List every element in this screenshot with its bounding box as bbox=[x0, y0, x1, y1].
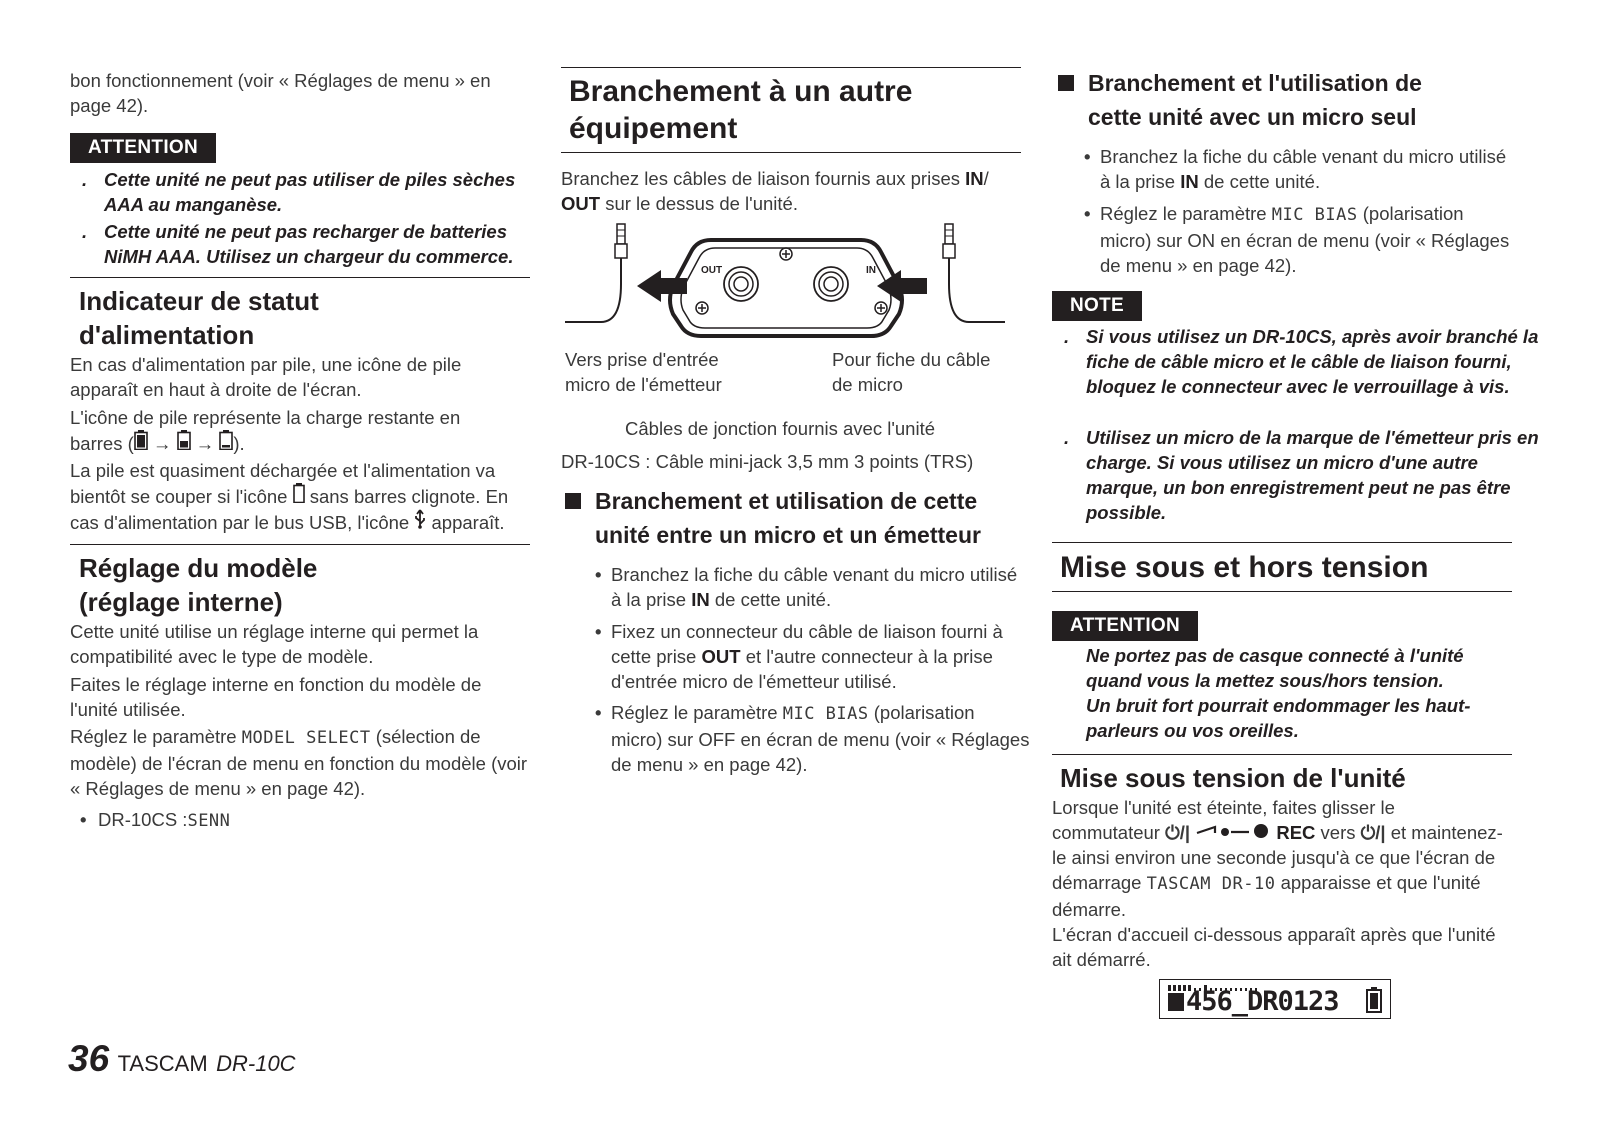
power-status-heading: Indicateur de statut d'alimentation bbox=[79, 286, 319, 350]
battery-full-icon bbox=[134, 433, 148, 454]
section-divider bbox=[561, 67, 1021, 68]
section-divider bbox=[1052, 542, 1512, 543]
cable-model-caption: DR-10CS : Câble mini-jack 3,5 mm 3 points (TRS) bbox=[561, 451, 974, 472]
note-item: . Utilisez un micro de la marque de l'émetteur pris en charge. Si vous utilisez un micro d'une autre marque, un bon enregistrement peut ne pas être possible. bbox=[1064, 427, 1539, 523]
arrow-right-icon: → bbox=[195, 433, 215, 454]
battery-empty-icon bbox=[293, 486, 305, 507]
intro-paragraph: bon fonctionnement (voir « Réglages de menu » en page 42). bbox=[70, 70, 491, 116]
footer-brand: TASCAM bbox=[117, 1051, 208, 1076]
page-footer bbox=[68, 1038, 296, 1080]
power-on-heading: Mise sous tension de l'unité bbox=[1060, 763, 1406, 793]
list-item: • Branchez la fiche du câble venant du micro utilisé à la prise IN de cette unité. bbox=[595, 564, 1018, 610]
switch-icon bbox=[1195, 822, 1271, 843]
battery-half-icon bbox=[177, 433, 191, 454]
power-onoff-heading: Mise sous et hors tension bbox=[1060, 551, 1429, 584]
section-divider bbox=[70, 544, 530, 545]
arrow-right-icon: → bbox=[152, 433, 172, 454]
screen-filename: 456_DR0123 bbox=[1186, 986, 1339, 1017]
power-on-paragraph-2: L'écran d'accueil ci-dessous apparaît après que l'unité ait démarré. bbox=[1052, 924, 1496, 970]
power-icon: ⏻/| bbox=[1360, 822, 1386, 843]
model-bullet: • DR-10CS :SENN bbox=[80, 809, 231, 831]
model-heading: Réglage du modèle (réglage interne) bbox=[79, 553, 318, 617]
usb-icon bbox=[414, 512, 426, 533]
list-item: • Réglez le paramètre MIC BIAS (polarisation micro) sur OFF en écran de menu (voir « Réglages de menu » en page 42). bbox=[595, 702, 1030, 775]
list-item: • Fixez un connecteur du câble de liaison fourni à cette prise OUT et l'autre connecteur à la prise d'entrée micro de l'émetteur utilisé. bbox=[595, 621, 1003, 692]
section-divider bbox=[1052, 591, 1512, 592]
attention-label: ATTENTION bbox=[70, 133, 216, 163]
battery-full-icon bbox=[1366, 987, 1382, 1013]
mic-only-heading: Branchement et l'utilisation de cette unité avec un micro seul bbox=[1058, 66, 1538, 134]
power-paragraph-2: L'icône de pile représente la charge restante en barres ( → → ). bbox=[70, 407, 461, 454]
in-label: IN bbox=[866, 265, 876, 276]
cable-caption: Câbles de jonction fournis avec l'unité bbox=[625, 418, 935, 439]
section-divider bbox=[561, 152, 1021, 153]
attention-label: ATTENTION bbox=[1052, 611, 1198, 641]
model-paragraph-3: Réglez le paramètre MODEL SELECT (sélection de modèle) de l'écran de menu en fonction du modèle (voir « Réglages de menu » en page 42). bbox=[70, 726, 528, 799]
square-bullet-icon bbox=[565, 493, 581, 509]
mic-transmitter-heading: Branchement et utilisation de cette unité entre un micro et un émetteur bbox=[565, 484, 1035, 552]
power-paragraph-1: En cas d'alimentation par pile, une icône de pile apparaît en haut à droite de l'écran. bbox=[70, 354, 462, 400]
connection-diagram bbox=[561, 222, 1011, 342]
left-caption: Vers prise d'entrée micro de l'émetteur bbox=[565, 349, 722, 395]
stop-icon bbox=[1168, 993, 1184, 1011]
right-plug bbox=[945, 224, 953, 244]
left-cable bbox=[565, 250, 621, 322]
connection-heading: Branchement à un autre équipement bbox=[569, 75, 913, 145]
list-item: • Branchez la fiche du câble venant du micro utilisé à la prise IN de cette unité. bbox=[1084, 146, 1507, 192]
note-label: NOTE bbox=[1052, 291, 1142, 321]
section-divider bbox=[70, 277, 530, 278]
left-plug bbox=[617, 224, 625, 244]
power-icon: ⏻/| bbox=[1165, 822, 1191, 843]
out-label: OUT bbox=[701, 265, 723, 276]
note-item: . Si vous utilisez un DR-10CS, après avoir branché la fiche de câble micro et le câble de liaison fourni, bloquez le connecteur avec le verrouillage à vis. bbox=[1064, 326, 1539, 397]
home-screen-display bbox=[1159, 979, 1391, 1019]
power-on-paragraph-1: Lorsque l'unité est éteinte, faites glisser le commutateur ⏻/| REC vers ⏻/| et maintenez-le ainsi environ une seconde jusqu'à ce que l'écran de démarrage TASCAM DR-10 apparaisse et que l'unité démarre. bbox=[1052, 797, 1503, 920]
attention-item: . Cette unité ne peut pas utiliser de piles sèches AAA au manganèse. bbox=[82, 169, 516, 215]
right-caption: Pour fiche du câble de micro bbox=[832, 349, 991, 395]
square-bullet-icon bbox=[1058, 75, 1074, 91]
connection-paragraph: Branchez les câbles de liaison fournis aux prises IN/ OUT sur le dessus de l'unité. bbox=[561, 168, 989, 214]
battery-empty-icon bbox=[219, 433, 233, 454]
attention-item: . Cette unité ne peut pas recharger de batteries NiMH AAA. Utilisez un chargeur du commerce. bbox=[82, 221, 514, 267]
right-cable bbox=[949, 250, 1005, 322]
model-paragraph-1: Cette unité utilise un réglage interne qui permet la compatibilité avec le type de modèle. bbox=[70, 621, 479, 667]
page-number: 36 bbox=[68, 1038, 110, 1079]
model-paragraph-2: Faites le réglage interne en fonction du modèle de l'unité utilisée. bbox=[70, 674, 482, 720]
attention-text: Ne portez pas de casque connecté à l'unité quand vous la mettez sous/hors tension. Un bruit fort pourrait endommager les haut-parleurs ou vos oreilles. bbox=[1086, 645, 1471, 741]
footer-model: DR-10C bbox=[216, 1051, 296, 1076]
section-divider bbox=[1052, 754, 1512, 755]
list-item: • Réglez le paramètre MIC BIAS (polarisation micro) sur ON en écran de menu (voir « Réglages de menu » en page 42). bbox=[1084, 203, 1510, 276]
power-paragraph-3: La pile est quasiment déchargée et l'alimentation va bientôt se couper si l'icône sans barres clignote. En cas d'alimentation par le bus USB, l'icône apparaît. bbox=[70, 460, 509, 533]
